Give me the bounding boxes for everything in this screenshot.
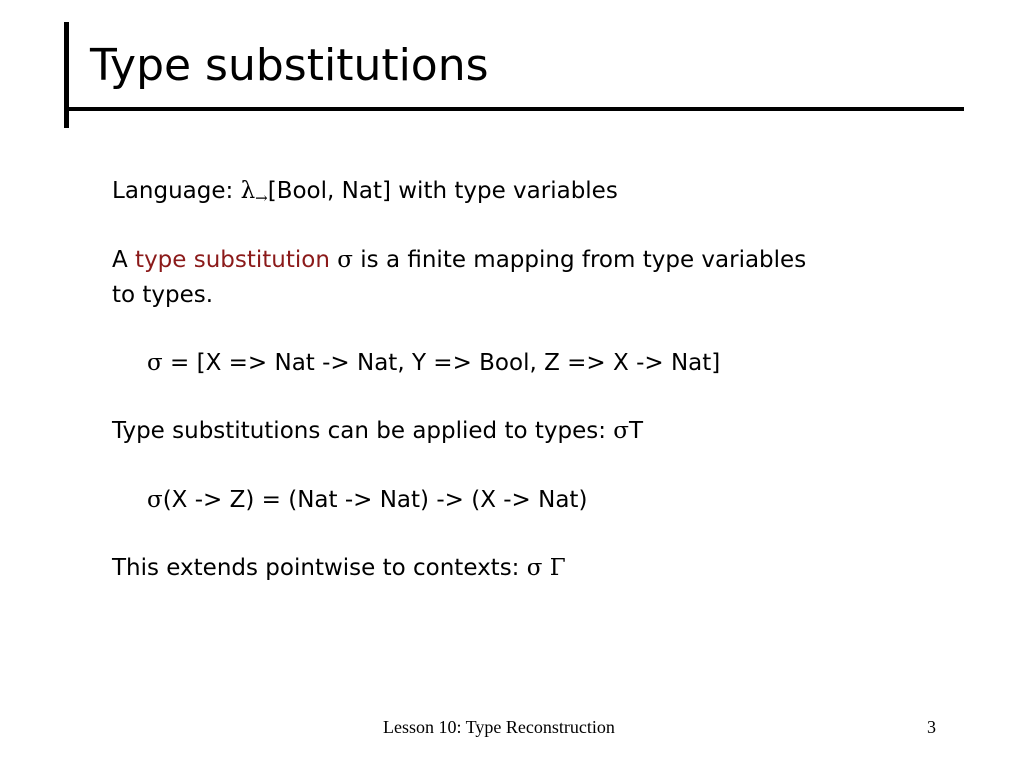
contexts-text: This extends pointwise to contexts:	[112, 555, 527, 581]
language-line	[112, 174, 618, 210]
contexts-symbols: σ Γ	[526, 555, 566, 581]
definition-term: type substitution	[135, 247, 330, 273]
application-line	[112, 414, 643, 448]
definition-suffix: is a finite mapping from type variables	[352, 247, 807, 273]
definition-prefix: A	[112, 247, 136, 273]
definition-line-1	[112, 243, 806, 277]
mapping-sigma: σ	[147, 350, 163, 376]
language-label: Language:	[112, 178, 241, 204]
lambda-symbol: λ	[240, 178, 256, 204]
mapping-text: = [X => Nat -> Nat, Y => Bool, Z => X -> Nat]	[162, 350, 721, 376]
application-sigma: σ	[613, 418, 629, 444]
slide-title: Type substitutions	[90, 40, 489, 91]
example-application-text: (X -> Z) = (Nat -> Nat) -> (X -> Nat)	[162, 487, 588, 513]
contexts-line	[112, 551, 566, 585]
example-mapping-line	[147, 346, 720, 380]
language-rest: [Bool, Nat] with type variables	[267, 178, 618, 204]
title-horizontal-rule	[64, 107, 964, 111]
footer-page-number: 3	[927, 717, 936, 737]
definition-sigma: σ	[329, 247, 353, 273]
title-vertical-rule	[64, 22, 69, 128]
definition-line-2: to types.	[112, 282, 214, 308]
arrow-subscript: →	[255, 189, 268, 207]
example-application-sigma: σ	[147, 487, 163, 513]
application-tail: T	[629, 418, 644, 444]
example-application-line	[147, 483, 587, 517]
application-text: Type substitutions can be applied to types:	[112, 418, 614, 444]
footer-lesson-title: Lesson 10: Type Reconstruction	[383, 717, 615, 737]
